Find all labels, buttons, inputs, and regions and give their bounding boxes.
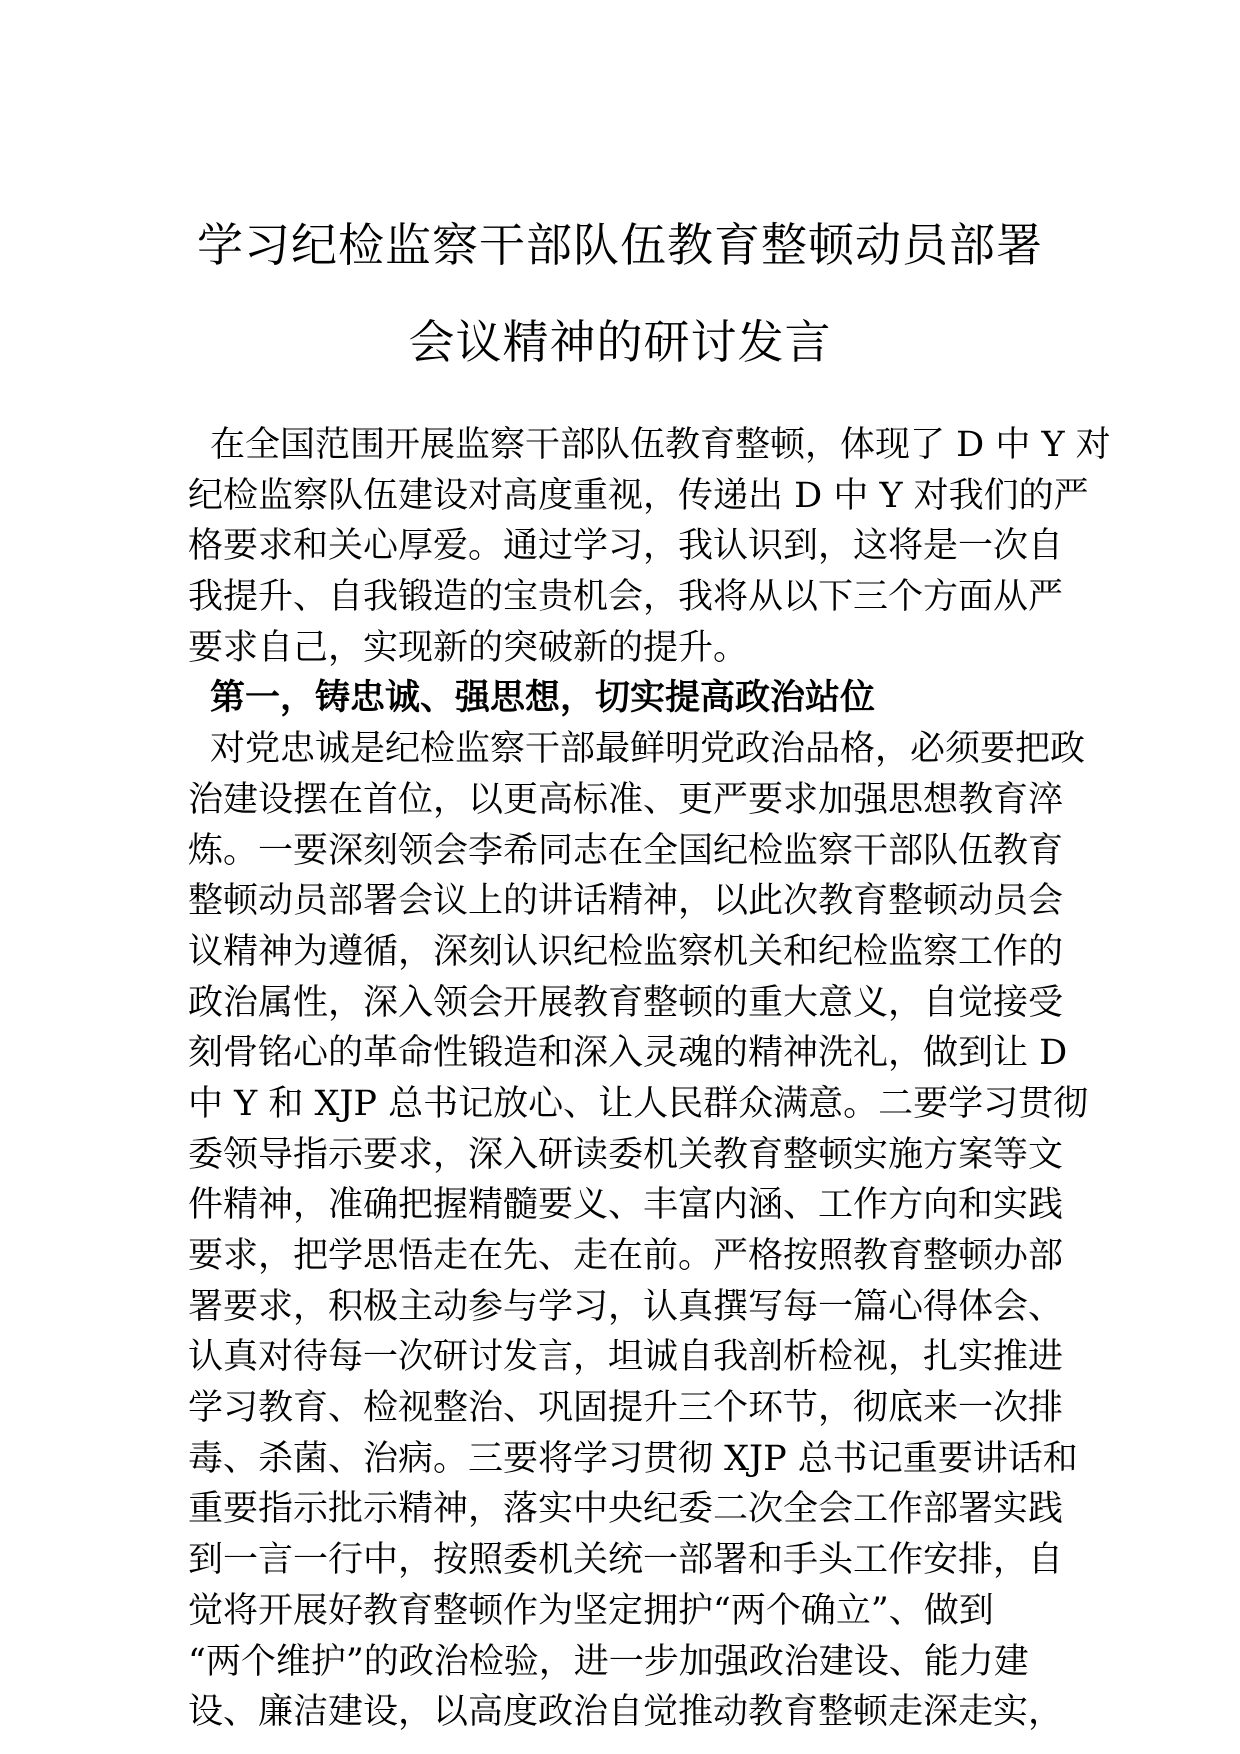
section-heading: 第一，铸忠诚、强思想，切实提高政治站位 bbox=[210, 678, 876, 719]
section-paragraph-line: 治建设摆在首位，以更高标准、更严要求加强思想教育淬 bbox=[188, 779, 1064, 820]
section-paragraph-line: 认真对待每一次研讨发言，坦诚自我剖析检视，扎实推进 bbox=[188, 1337, 1064, 1378]
section-paragraph-line: 到一言一行中，按照委机关统一部署和手头工作安排，自 bbox=[188, 1540, 1064, 1581]
section-paragraph-line: 炼。一要深刻领会李希同志在全国纪检监察干部队伍教育 bbox=[188, 830, 1064, 871]
section-paragraph-line: 中 Y 和 XJP 总书记放心、让人民群众满意。二要学习贯彻 bbox=[188, 1083, 1089, 1124]
intro-paragraph-line: 要求自己，实现新的突破新的提升。 bbox=[188, 627, 749, 668]
section-paragraph-line: 觉将开展好教育整顿作为坚定拥护“两个确立”、做到 bbox=[188, 1590, 994, 1631]
section-paragraph-line: 署要求，积极主动参与学习，认真撰写每一篇心得体会、 bbox=[188, 1286, 1064, 1327]
intro-paragraph-line: 纪检监察队伍建设对高度重视，传递出 D 中 Y 对我们的严 bbox=[188, 475, 1089, 516]
section-paragraph-line: 件精神，准确把握精髓要义、丰富内涵、工作方向和实践 bbox=[188, 1185, 1064, 1226]
intro-paragraph-line: 我提升、自我锻造的宝贵机会，我将从以下三个方面从严 bbox=[188, 577, 1064, 618]
section-paragraph-line: 整顿动员部署会议上的讲话精神，以此次教育整顿动员会 bbox=[188, 881, 1064, 922]
section-paragraph-line: “两个维护”的政治检验，进一步加强政治建设、能力建 bbox=[188, 1641, 1029, 1682]
section-paragraph-line: 对党忠诚是纪检监察干部最鲜明党政治品格，必须要把政 bbox=[210, 729, 1086, 770]
document-title-line-2: 会议精神的研讨发言 bbox=[408, 315, 832, 369]
section-paragraph-line: 要求，把学思悟走在先、走在前。严格按照教育整顿办部 bbox=[188, 1236, 1064, 1276]
section-paragraph-line: 设、廉洁建设，以高度政治自觉推动教育整顿走深走实， bbox=[188, 1692, 1064, 1733]
section-paragraph-line: 议精神为遵循，深刻认识纪检监察机关和纪检监察工作的 bbox=[188, 931, 1064, 972]
section-paragraph-line: 刻骨铭心的革命性锻造和深入灵魂的精神洗礼，做到让 D bbox=[188, 1033, 1068, 1074]
section-paragraph-line: 委领导指示要求，深入研读委机关教育整顿实施方案等文 bbox=[188, 1134, 1064, 1175]
section-paragraph-line: 政治属性，深入领会开展教育整顿的重大意义，自觉接受 bbox=[188, 982, 1064, 1023]
intro-paragraph-line: 格要求和关心厚爱。通过学习，我认识到，这将是一次自 bbox=[188, 526, 1064, 567]
section-paragraph-line: 毒、杀菌、治病。三要将学习贯彻 XJP 总书记重要讲话和 bbox=[188, 1438, 1078, 1479]
section-paragraph-line: 重要指示批示精神，落实中央纪委二次全会工作部署实践 bbox=[188, 1489, 1064, 1530]
document-title-line-1: 学习纪检监察干部队伍教育整顿动员部署 bbox=[197, 218, 1043, 272]
document-body bbox=[188, 420, 1111, 1738]
section-paragraph-line: 学习教育、检视整治、巩固提升三个环节，彻底来一次排 bbox=[188, 1388, 1064, 1429]
intro-paragraph-line: 在全国范围开展监察干部队伍教育整顿，体现了 D 中 Y 对 bbox=[210, 425, 1111, 465]
